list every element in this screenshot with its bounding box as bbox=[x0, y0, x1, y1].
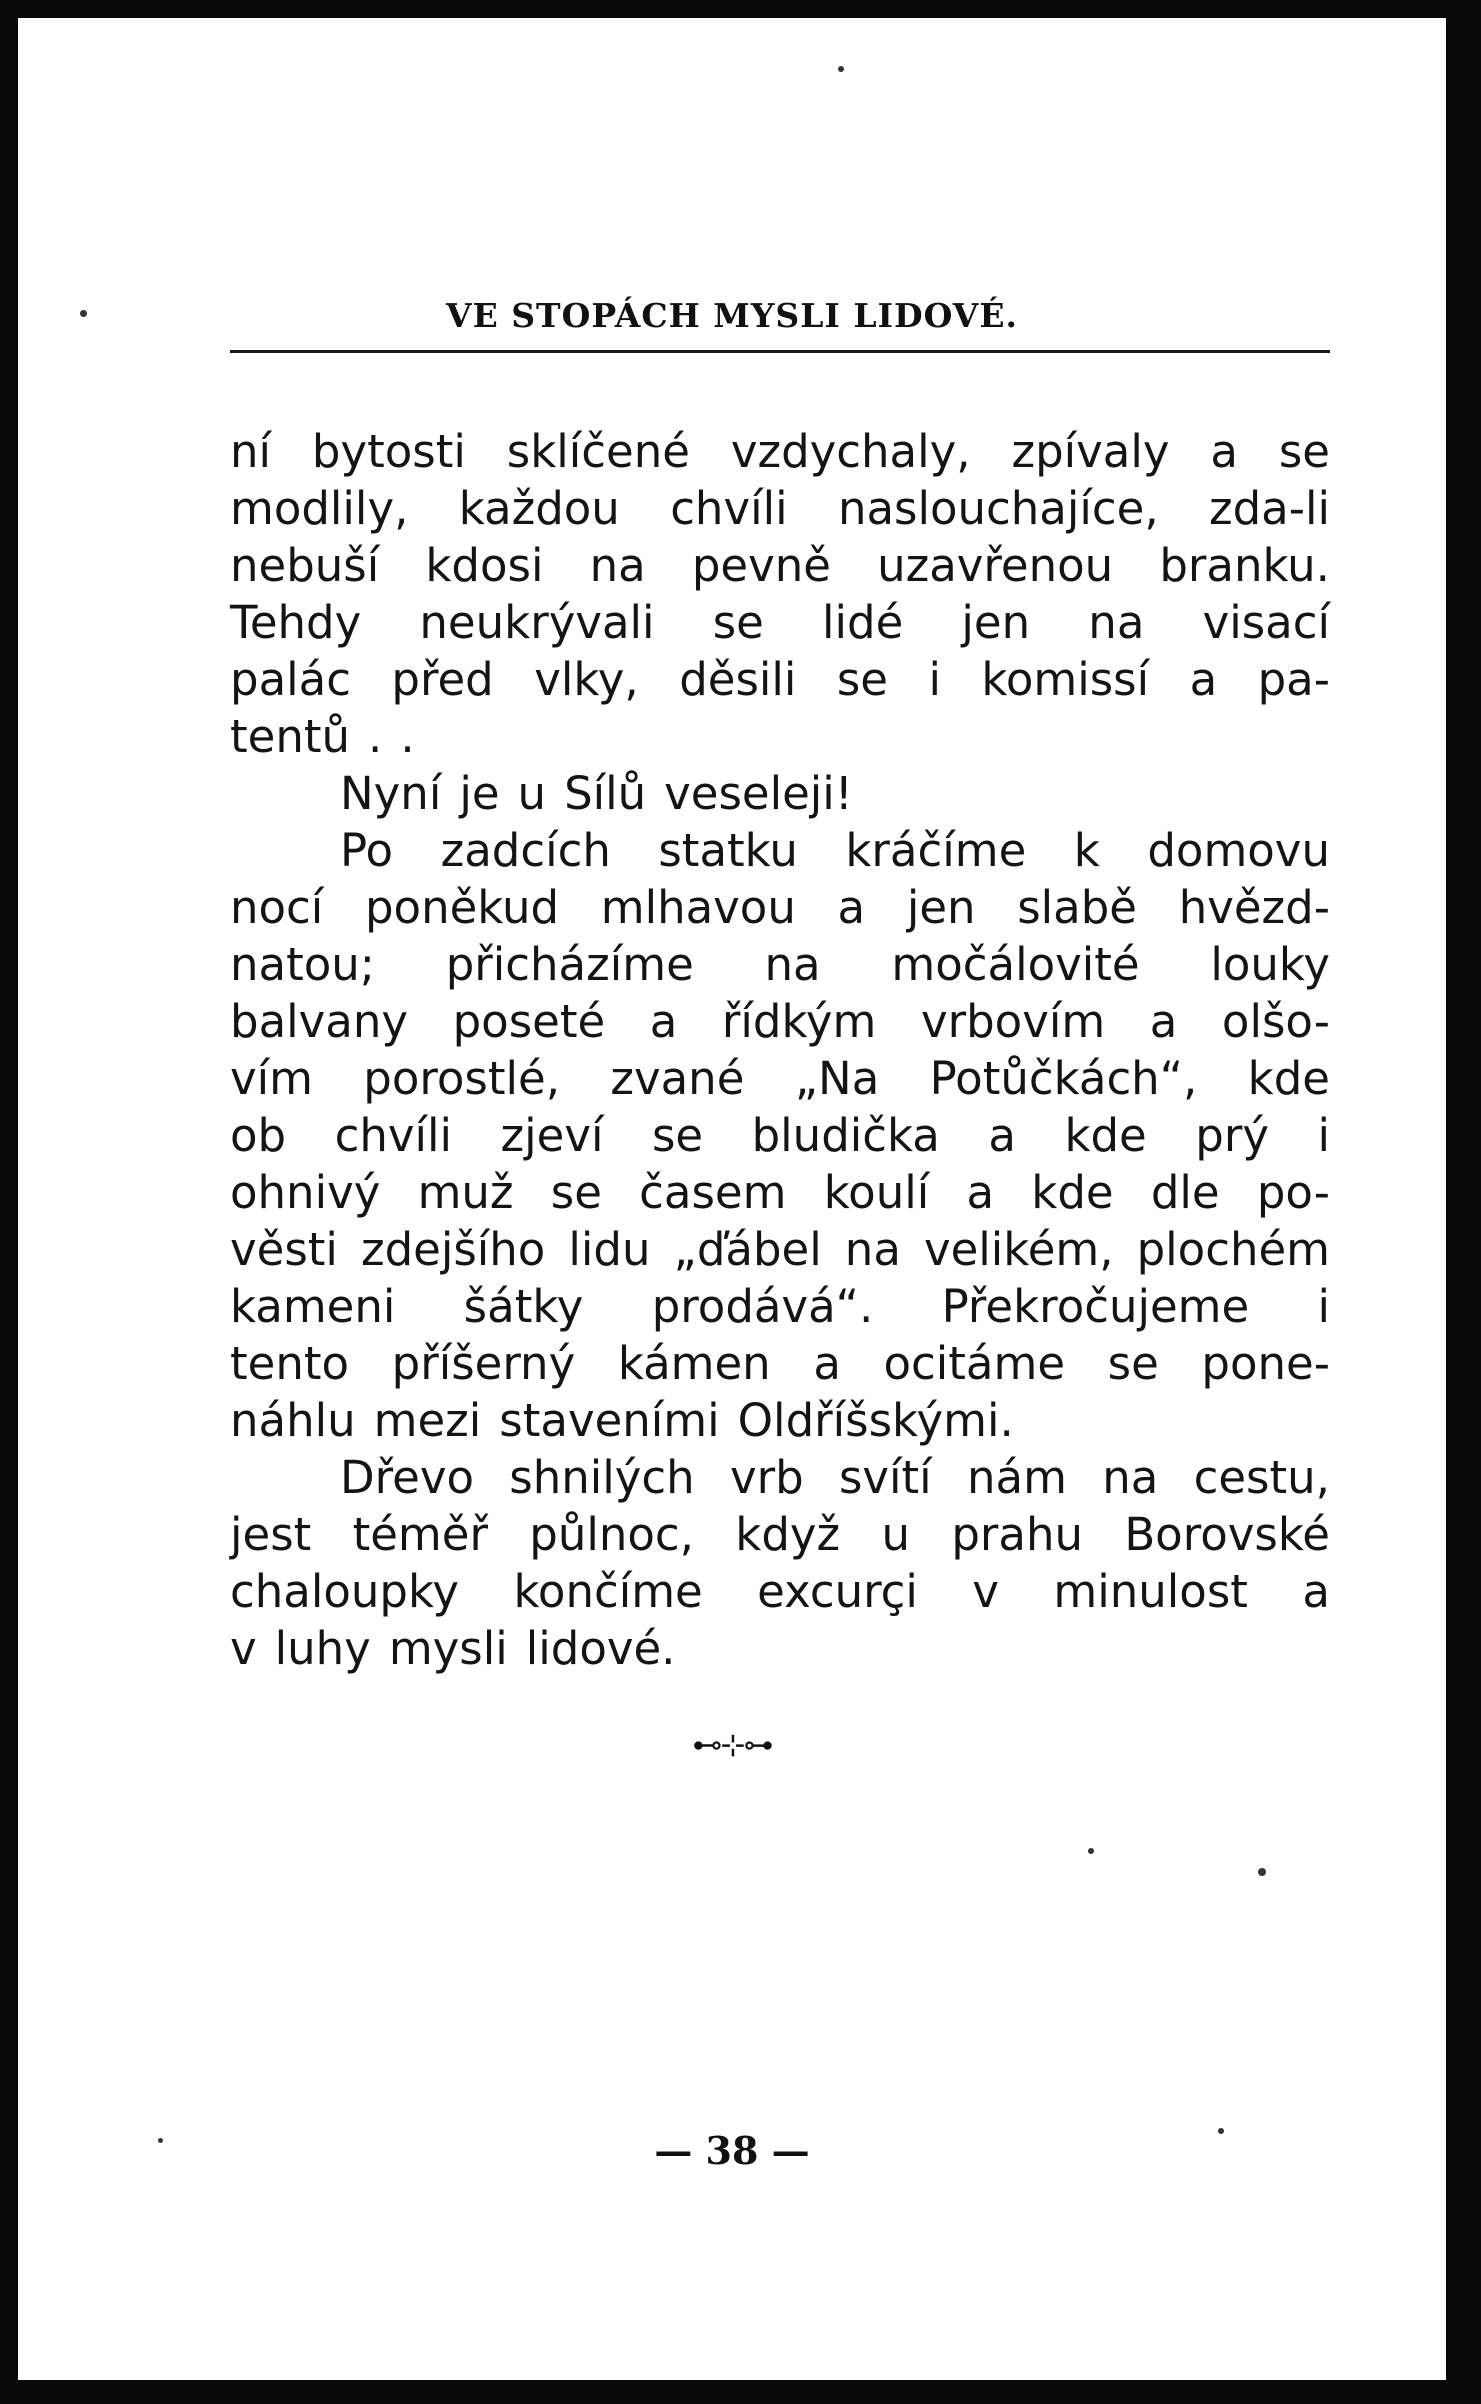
text-line: Po zadcích statku kráčíme k domovu bbox=[340, 824, 1330, 877]
text-line: Nyní je u Sílů veseleji! bbox=[340, 767, 853, 820]
text-line: vím porostlé, zvané „Na Potůčkách“, kde bbox=[230, 1052, 1330, 1105]
text-line: tentů . . bbox=[230, 710, 415, 763]
text-line: ní bytosti sklíčené vzdychaly, zpívaly a se bbox=[230, 425, 1330, 478]
text-line: chaloupky končíme excurçi v minulost a bbox=[230, 1565, 1330, 1618]
text-line: modlily, každou chvíli naslouchajíce, zda-li bbox=[230, 482, 1330, 535]
header-rule bbox=[230, 350, 1330, 353]
text-line: náhlu mezi staveními Oldříšskými. bbox=[230, 1394, 1014, 1447]
print-speck bbox=[1088, 1848, 1094, 1854]
text-line: Tehdy neukrývali se lidé jen na visací bbox=[230, 596, 1330, 649]
text-line: Dřevo shnilých vrb svítí nám na cestu, bbox=[340, 1451, 1330, 1504]
print-speck bbox=[158, 2138, 163, 2143]
body-text bbox=[230, 423, 1330, 1677]
text-line: kameni šátky prodává“. Překročujeme i bbox=[230, 1280, 1330, 1333]
text-line: jest téměř půlnoc, když u prahu Borovské bbox=[230, 1508, 1330, 1561]
print-speck bbox=[1258, 1868, 1266, 1876]
text-line: nocí poněkud mlhavou a jen slabě hvězd- bbox=[230, 881, 1330, 934]
text-line: tento příšerný kámen a ocitáme se pone- bbox=[230, 1337, 1330, 1390]
page-number: — 38 — bbox=[654, 2128, 810, 2173]
print-speck bbox=[838, 66, 844, 72]
running-header: VE STOPÁCH MYSLI LIDOVÉ. bbox=[445, 296, 1019, 335]
print-speck bbox=[1218, 2128, 1224, 2134]
text-line: v luhy mysli lidové. bbox=[230, 1622, 676, 1675]
text-line: ob chvíli zjeví se bludička a kde prý i bbox=[230, 1109, 1330, 1162]
text-line: nebuší kdosi na pevně uzavřenou branku. bbox=[230, 539, 1330, 592]
print-speck bbox=[80, 310, 87, 317]
text-line: věsti zdejšího lidu „ďábel na velikém, plochém bbox=[230, 1223, 1330, 1276]
text-line: natou; přicházíme na močálovité louky bbox=[230, 938, 1330, 991]
closing-ornament: ⊷⊹⊶ bbox=[692, 1728, 772, 1763]
text-line: balvany poseté a řídkým vrbovím a olšo- bbox=[230, 995, 1330, 1048]
book-page bbox=[18, 18, 1446, 2380]
text-line: palác před vlky, děsili se i komissí a pa- bbox=[230, 653, 1330, 706]
text-line: ohnivý muž se časem koulí a kde dle po- bbox=[230, 1166, 1330, 1219]
